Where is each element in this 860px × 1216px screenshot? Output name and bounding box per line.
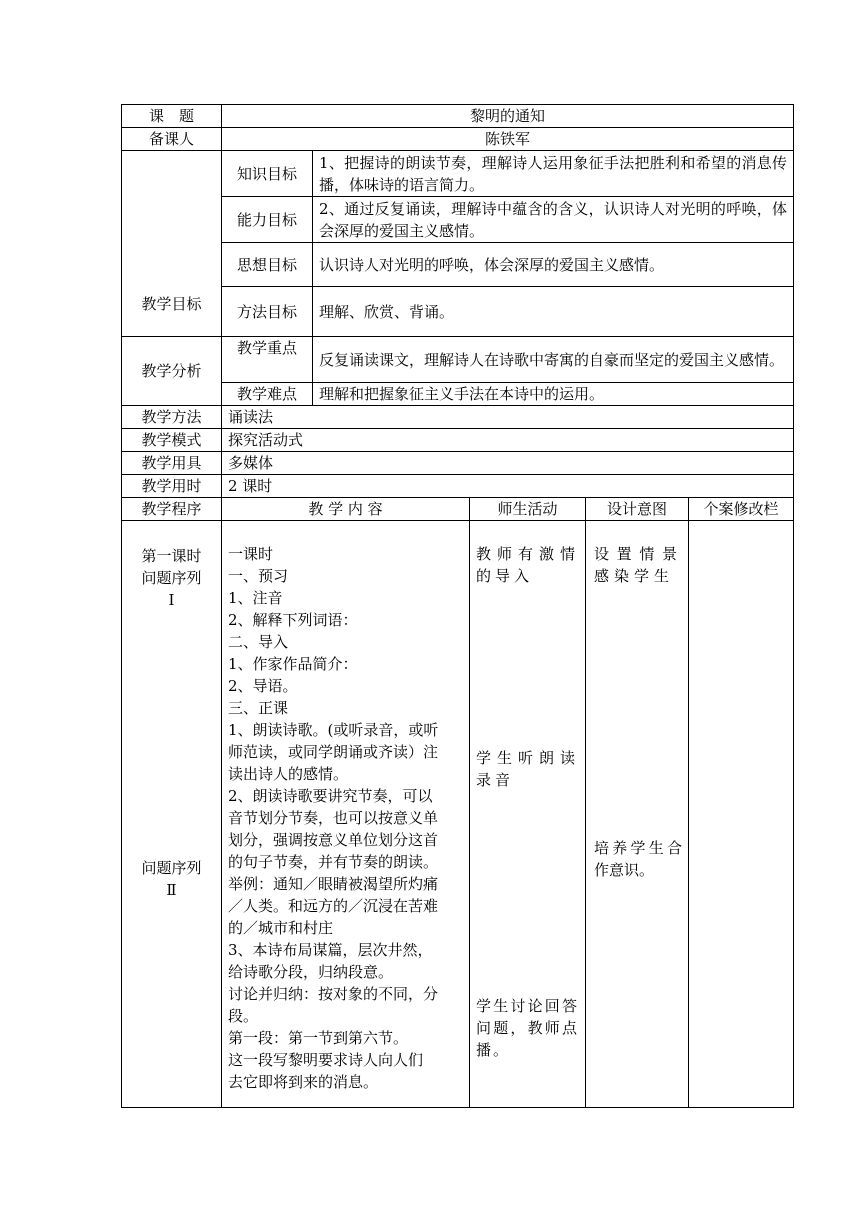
content-line: 举例：通知／眼睛被渴望所灼痛 — [228, 875, 439, 893]
info-row — [122, 429, 794, 452]
info-value: 多媒体 — [222, 452, 794, 475]
info-value: 诵读法 — [222, 406, 794, 429]
content-line: 一、预习 — [228, 567, 289, 585]
info-label: 教学方法 — [122, 406, 222, 429]
analysis-row-difficulty — [122, 383, 794, 406]
content-line: 划分，强调按意义单位划分这首 — [228, 831, 439, 849]
author-value: 陈铁军 — [222, 128, 794, 151]
info-row — [122, 406, 794, 429]
content-line: 音节划分节奏，也可以按意义单 — [228, 809, 439, 827]
content-line: 讨论并归纳：按对象的不同，分 — [228, 985, 439, 1003]
goal-name: 知识目标 — [222, 151, 313, 197]
goal-name: 思想目标 — [222, 243, 313, 287]
info-value: 2 课时 — [222, 475, 794, 498]
procedure-header-intent: 设计意图 — [586, 498, 689, 521]
author-row — [122, 128, 794, 151]
content-line: 3、本诗布局谋篇，层次井然， — [228, 941, 433, 959]
goals-label-text: 教学目标 — [141, 294, 202, 313]
procedure-header-row — [122, 498, 794, 521]
content-line: 一课时 — [228, 545, 274, 563]
procedure-intent-cell — [586, 521, 689, 1108]
analysis-name: 教学重点 — [222, 337, 313, 383]
procedure-header-activity: 师生活动 — [470, 498, 586, 521]
goal-text: 2、通过反复诵读，理解诗中蕴含的含义，认识诗人对光明的呼唤，体会深厚的爱国主义感情。 — [313, 197, 794, 243]
info-row — [122, 452, 794, 475]
topic-row — [122, 105, 794, 128]
procedure-content-lines — [228, 521, 469, 1093]
content-line: 的／城市和村庄 — [228, 919, 334, 937]
question-sequence-2: 问题序列 Ⅱ — [141, 859, 202, 899]
goal-row-thought — [122, 243, 794, 287]
content-line: 读出诗人的感情。 — [228, 765, 349, 783]
goal-row-knowledge — [122, 151, 794, 197]
goal-text: 认识诗人对光明的呼唤，体会深厚的爱国主义感情。 — [313, 243, 794, 287]
content-line: 1、朗读诗歌。(或听录音，或听 — [228, 721, 439, 739]
content-line: ／人类。和远方的／沉浸在苦难 — [228, 897, 439, 915]
goals-label — [122, 151, 222, 337]
procedure-body-row — [122, 521, 794, 1108]
analysis-label: 教学分析 — [122, 337, 222, 406]
procedure-header-program: 教学程序 — [122, 498, 222, 521]
topic-label: 课 题 — [122, 105, 222, 128]
goal-text: 1、把握诗的朗读节奏，理解诗人运用象征手法把胜利和希望的消息传播，体味诗的语言简力。 — [313, 151, 794, 197]
analysis-text: 反复诵读课文，理解诗人在诗歌中寄寓的自豪而坚定的爱国主义感情。 — [313, 337, 794, 383]
content-line: 1、注音 — [228, 589, 283, 607]
info-value: 探究活动式 — [222, 429, 794, 452]
lesson-plan-table — [121, 104, 794, 1108]
info-row — [122, 475, 794, 498]
content-line: 师范读，或同学朗诵或齐读）注 — [228, 743, 439, 761]
procedure-program-cell — [122, 521, 222, 1108]
info-label: 教学用具 — [122, 452, 222, 475]
info-label: 教学用时 — [122, 475, 222, 498]
content-line: 这一段写黎明要求诗人向人们 — [228, 1051, 424, 1069]
intent-text: 设置情景感染学生 — [594, 545, 682, 585]
procedure-header-content: 教 学 内 容 — [222, 498, 470, 521]
procedure-activity-cell — [470, 521, 586, 1108]
content-line: 2、解释下列词语： — [228, 611, 358, 629]
goal-name: 能力目标 — [222, 197, 313, 243]
content-line: 第一段：第一节到第六节。 — [228, 1029, 409, 1047]
activity-text: 学生听朗读录音 — [476, 749, 579, 789]
content-line: 2、朗读诗歌要讲究节奏，可以 — [228, 787, 433, 805]
topic-value: 黎明的通知 — [222, 105, 794, 128]
goal-name: 方法目标 — [222, 287, 313, 337]
content-line: 1、作家作品简介： — [228, 655, 358, 673]
author-label: 备课人 — [122, 128, 222, 151]
activity-text: 教师有激情的导入 — [476, 545, 579, 585]
content-line: 的句子节奏，并有节奏的朗读。 — [228, 853, 439, 871]
content-line: 去它即将到来的消息。 — [228, 1073, 379, 1091]
goal-row-ability — [122, 197, 794, 243]
goal-text: 理解、欣赏、背诵。 — [313, 287, 794, 337]
analysis-text: 理解和把握象征主义手法在本诗中的运用。 — [313, 383, 794, 406]
procedure-revision-cell — [689, 521, 794, 1108]
activity-text: 学生讨论回答问题，教师点播。 — [476, 997, 579, 1059]
content-line: 三、正课 — [228, 699, 289, 717]
analysis-name: 教学难点 — [222, 383, 313, 406]
question-sequence-1: 第一课时 问题序列 Ⅰ — [141, 547, 202, 609]
content-line: 给诗歌分段，归纳段意。 — [228, 963, 394, 981]
content-line: 2、导语。 — [228, 677, 298, 695]
procedure-content-cell — [222, 521, 470, 1108]
content-line: 二、导入 — [228, 633, 289, 651]
content-line: 段。 — [228, 1007, 259, 1025]
intent-text: 培养学生合作意识。 — [594, 839, 682, 879]
info-label: 教学模式 — [122, 429, 222, 452]
procedure-header-revision: 个案修改栏 — [689, 498, 794, 521]
analysis-row-key — [122, 337, 794, 383]
goal-row-method — [122, 287, 794, 337]
